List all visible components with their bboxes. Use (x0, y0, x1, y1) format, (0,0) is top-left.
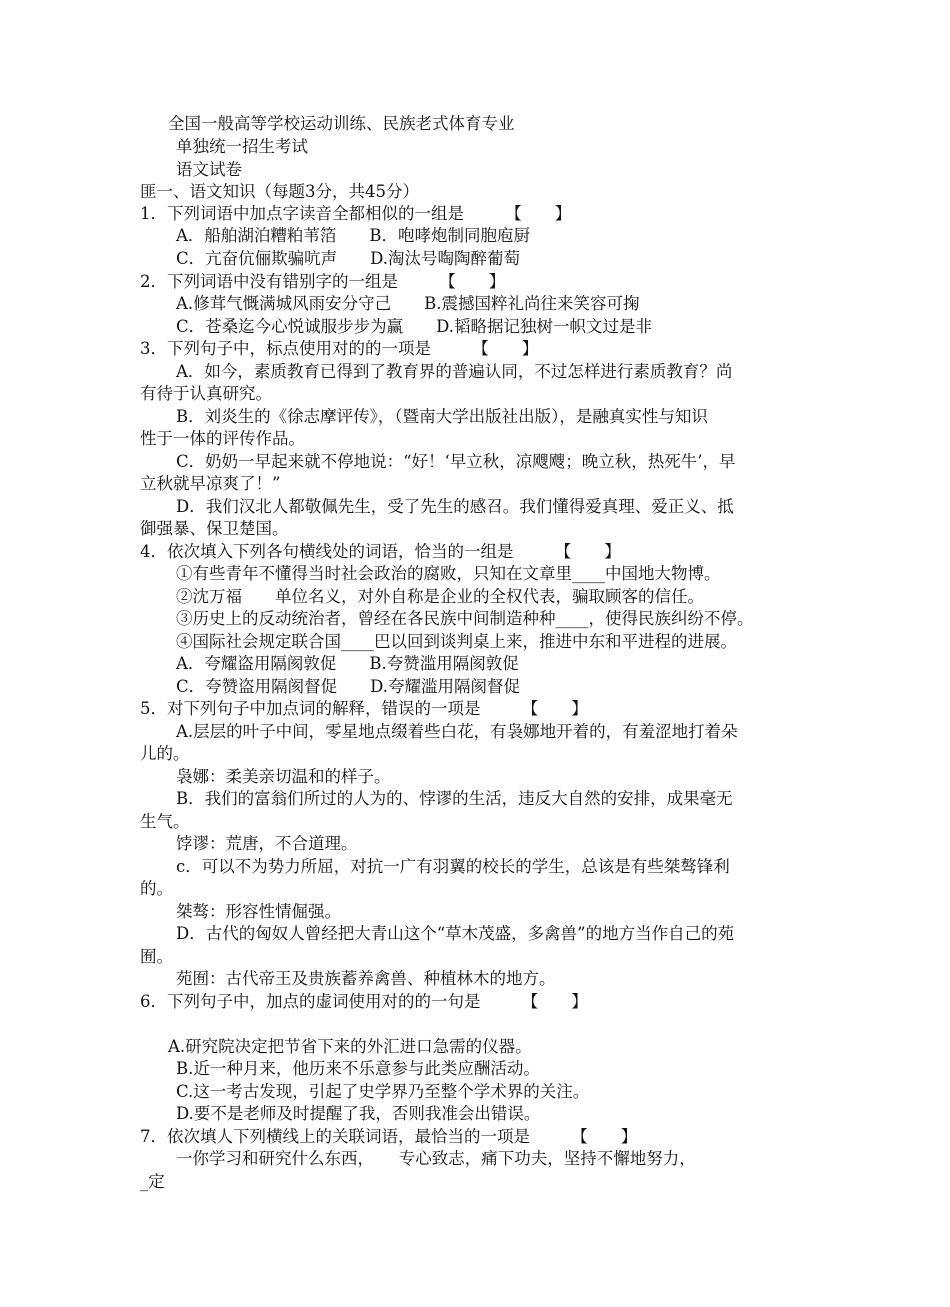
q2-options-ab: A.修茸气慨满城风雨安分守己 B.震撼国粹礼尚往来笑容可掬 (176, 294, 640, 313)
q6-option-d: D.要不是老师及时提醒了我，否则我准会出错误。 (176, 1104, 541, 1123)
q3-option-a: A．如今，素质教育已得到了教育界的普遍认同，不过怎样进行素质教育？尚 (176, 362, 733, 381)
q4-options-cd: C．夸赞盗用隔阂督促 D.夸耀滥用隔阂督促 (176, 677, 521, 696)
exam-title-line1: 全国一般高等学校运动训练、民族老式体育专业 (168, 114, 515, 133)
q5-option-a: A.层层的叶子中间，零星地点缀着些白花，有袅娜地开着的，有羞涩地打着朵 (176, 722, 738, 741)
q1-options-cd: C．亢奋伉俪欺骗吭声 D.淘汰号啕陶醉葡萄 (176, 249, 521, 268)
q5-option-a-gloss: 袅娜：柔美亲切温和的样子。 (176, 767, 391, 786)
question-1: 1．下列词语中加点字读音全都相似的一组是 【 】 (140, 204, 572, 223)
q5-option-d: D．古代的匈奴人曾经把大青山这个“草木茂盛，多禽兽”的地方当作自己的苑 (176, 924, 735, 943)
question-6: 6．下列句子中，加点的虚词使用对的的一句是 【 】 (140, 992, 588, 1011)
q6-option-a: A.研究院决定把节省下来的外汇进口急需的仪器。 (168, 1037, 532, 1056)
question-3: 3．下列句子中，标点使用对的的一项是 【 】 (140, 339, 539, 358)
q5-option-b-cont: 生气。 (140, 812, 190, 831)
q3-option-d-cont: 御强暴、保卫楚国。 (140, 519, 289, 538)
q4-sentence-3: ③历史上的反动统治者，曾经在各民族中间制造种种____，使得民族纠纷不停。 (176, 609, 754, 628)
q3-option-d: D．我们汉北人都敬佩先生，受了先生的感召。我们懂得爱真理、爱正义、抵 (176, 497, 734, 516)
q2-options-cd: C．苍桑迄今心悦诚服步步为赢 D.韬略据记独树一帜文过是非 (176, 317, 653, 336)
q3-option-c: C．奶奶一早起来就不停地说：“好！‘早立秋，凉飕飕；晚立秋，热死牛’，早 (176, 452, 736, 471)
section-heading: 匪一、语文知识（每题3分，共45分） (140, 182, 419, 201)
q7-sentence: 一你学习和研究什么东西， 专心致志，痛下功夫，坚持不懈地努力， (176, 1149, 696, 1168)
question-7: 7．依次填人下列横线上的关联词语，最恰当的一项是 【 】 (140, 1127, 638, 1146)
q5-option-b: B．我们的富翁们所过的人为的、悖谬的生活，违反大自然的安排，成果毫无 (176, 789, 733, 808)
question-5: 5．对下列句子中加点词的解释，错误的一项是 【 】 (140, 699, 588, 718)
q4-options-ab: A．夸耀盗用隔阂敦促 B.夸赞滥用隔阂敦促 (176, 654, 519, 673)
q3-option-b-cont: 性于一体的评传作品。 (140, 429, 305, 448)
exam-title-line2: 单独统一招生考试 (176, 137, 308, 156)
exam-title-line3: 语文试卷 (176, 160, 242, 179)
q1-options-ab: A．船舶湖泊糟粕苇箔 B．咆哮炮制同胞庖厨 (176, 226, 531, 245)
q5-option-b-gloss: 饽谬：荒唐，不合道理。 (176, 834, 358, 853)
question-4: 4．依次填入下列各句横线处的词语，恰当的一组是 【 】 (140, 542, 621, 561)
q5-option-c: c．可以不为势力所屈，对抗一广有羽翼的校长的学生，总该是有些桀骜锋利 (176, 857, 730, 876)
q3-option-a-cont: 有待于认真研究。 (140, 384, 272, 403)
q5-option-c-gloss: 桀骜：形容性情倔强。 (176, 902, 341, 921)
q4-sentence-1: ①有些青年不懂得当时社会政治的腐败，只知在文章里____中国地大物博。 (176, 564, 721, 583)
q7-sentence-cont: _定 (140, 1172, 165, 1191)
q3-option-b: B．刘炎生的《徐志摩评传》，（暨南大学出版社出版），是融真实性与知识 (176, 407, 708, 426)
question-2: 2．下列词语中没有错别字的一组是 【 】 (140, 272, 506, 291)
q3-option-c-cont: 立秋就早凉爽了！” (140, 474, 281, 493)
q5-option-a-cont: 儿的。 (140, 744, 190, 763)
q4-sentence-2: ②沈万福 单位名义，对外自称是企业的全权代表，骗取顾客的信任。 (176, 587, 704, 606)
q5-option-c-cont: 的。 (140, 879, 173, 898)
q5-option-d-gloss: 苑囿：古代帝王及贵族蓄养禽兽、种植林木的地方。 (176, 969, 556, 988)
q5-option-d-cont: 囿。 (140, 947, 173, 966)
q6-option-c: C.这一考古发现，引起了史学界乃至整个学术界的关注。 (176, 1082, 590, 1101)
q6-option-b: B.近一种月来，他历来不乐意参与此类应酬活动。 (176, 1059, 540, 1078)
q4-sentence-4: ④国际社会规定联合国____巴以回到谈判桌上来，推进中东和平进程的进展。 (176, 632, 737, 651)
